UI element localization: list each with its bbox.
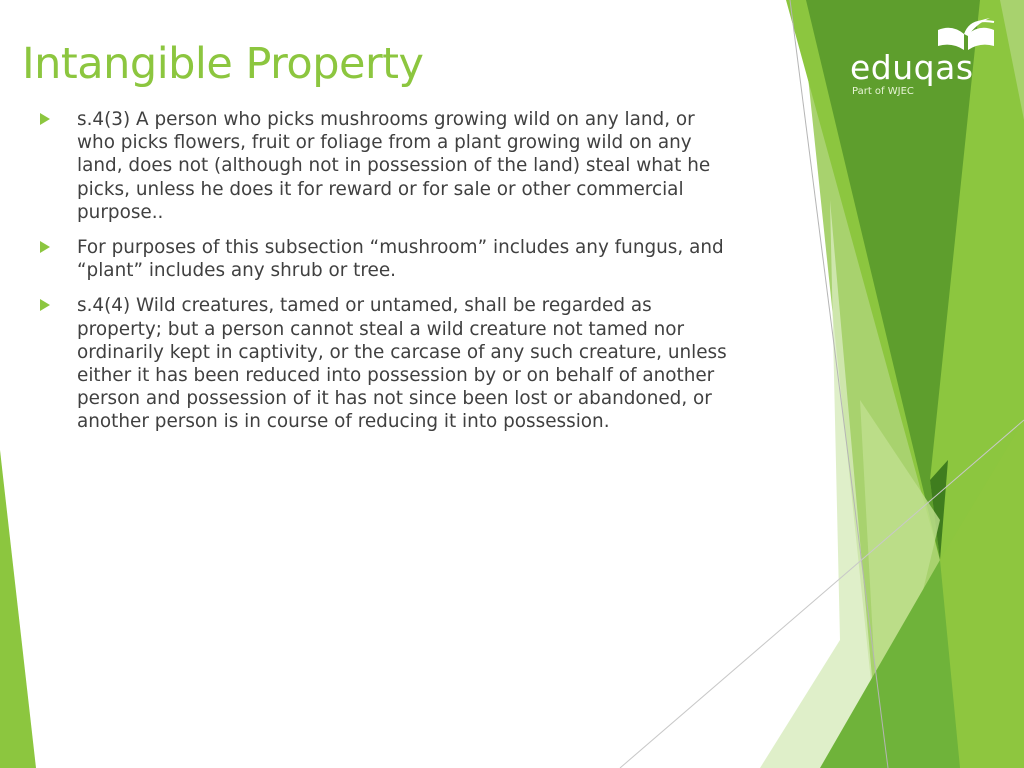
bullet-list <box>36 108 736 446</box>
bullet-item <box>36 294 736 433</box>
slide-title: Intangible Property <box>22 39 424 89</box>
bullet-item <box>36 108 736 224</box>
left-edge-stripe <box>0 450 36 768</box>
bullet-text: s.4(3) A person who picks mushrooms growing wild on any land, or who picks flowers, fruit or foliage from a plant growing wild on any land, does not (although not in possession of the land) steal what he picks, unless he does it for reward or for sale or other commercial purpose.. <box>77 109 711 223</box>
triangle-bullet-icon <box>40 113 50 125</box>
triangle-bullet-icon <box>40 299 50 311</box>
triangle-bullet-icon <box>40 241 50 253</box>
logo-wordmark: eduqas <box>850 48 974 87</box>
bullet-item <box>36 236 736 282</box>
logo-subtitle: Part of WJEC <box>852 86 914 97</box>
bullet-text: For purposes of this subsection “mushroom” includes any fungus, and “plant” includes any shrub or tree. <box>77 237 724 282</box>
bullet-text: s.4(4) Wild creatures, tamed or untamed, shall be regarded as property; but a person cannot steal a wild creature not tamed nor ordinarily kept in captivity, or the carcase of any such creature, unless either it has been reduced into possession by or on behalf of another person and possession of it has not since been lost or abandoned, or another person is in course of reducing it into possession. <box>77 295 727 433</box>
eduqas-logo <box>846 14 996 100</box>
